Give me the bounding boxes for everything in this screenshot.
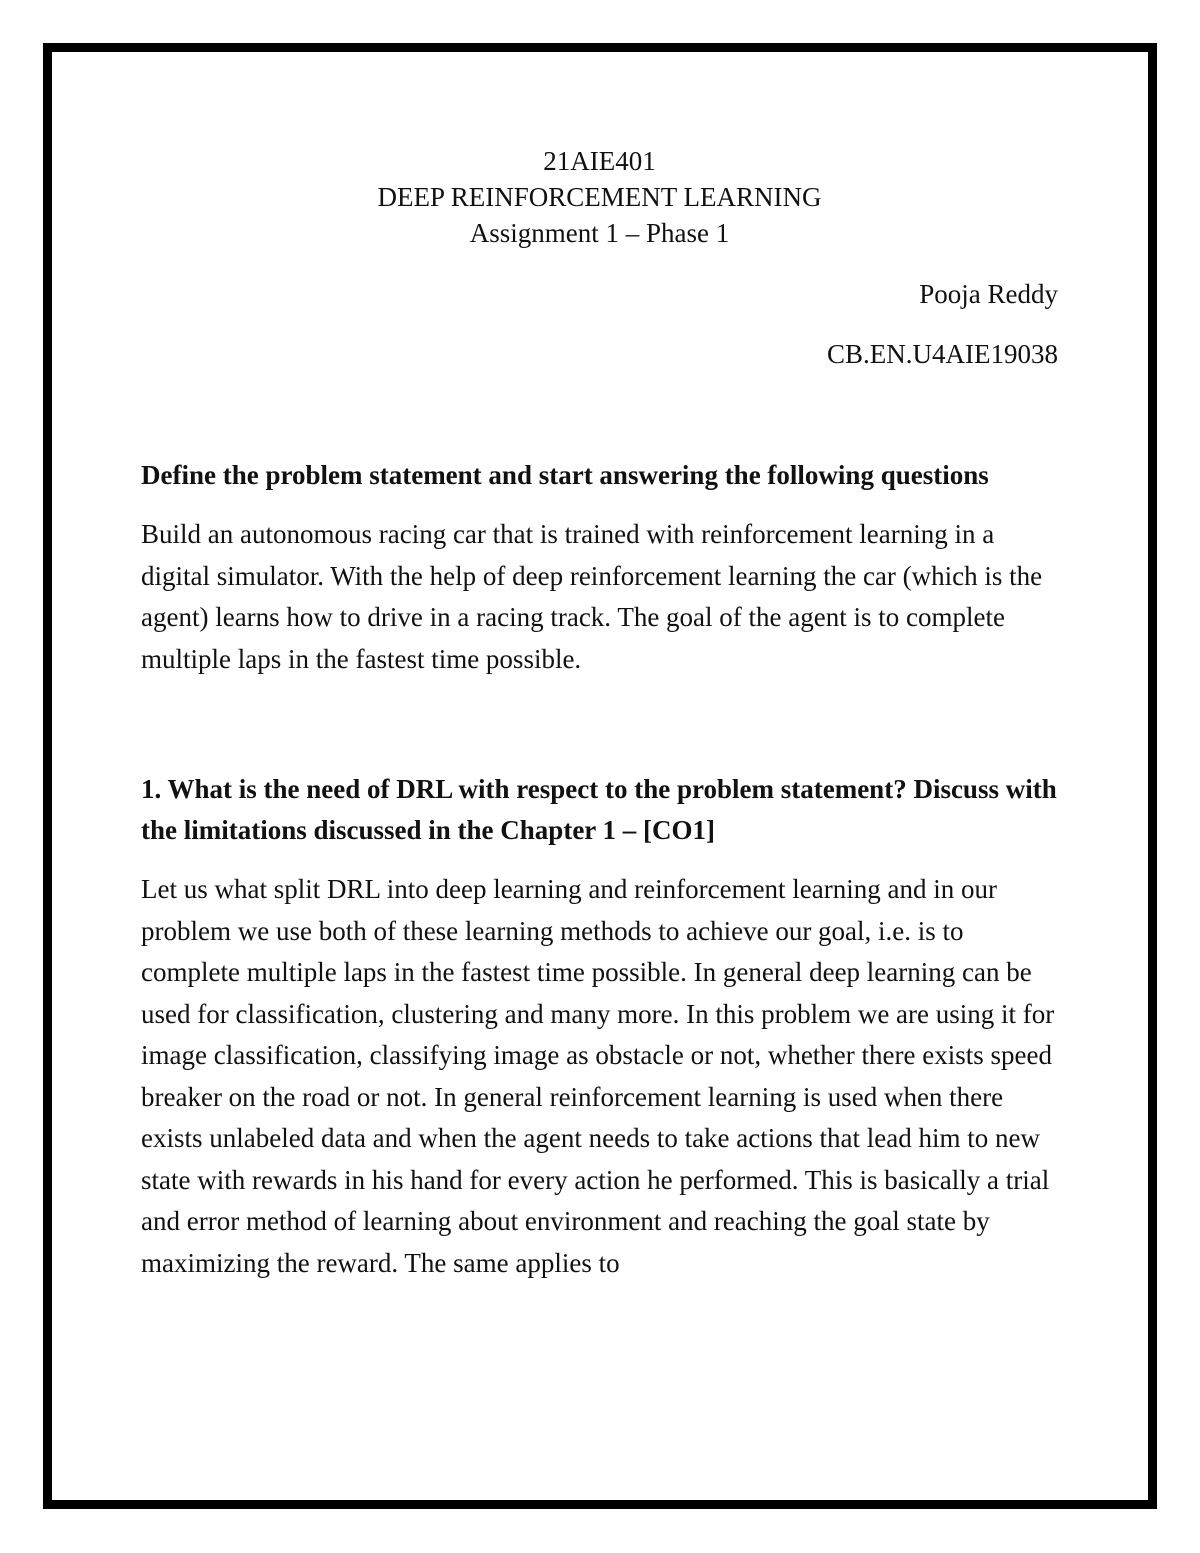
- document-content: [141, 143, 1058, 1284]
- course-title: DEEP REINFORCEMENT LEARNING: [377, 182, 822, 212]
- problem-statement-text: Build an autonomous racing car that is trained with reinforcement learning in a digital simulator. With the help of deep reinforcement learning the car (which is the agent) learns how to drive in a racing track. The goal of the agent is to complete multiple laps in the fastest time possible.: [141, 519, 1043, 674]
- course-code: 21AIE401: [543, 146, 656, 176]
- author-name: Pooja Reddy: [919, 279, 1058, 309]
- question-1-answer: Let us what split DRL into deep learning and reinforcement learning and in our problem we use both of these learning methods to achieve our goal, i.e. is to complete multiple laps in the fastest time possible. In general deep learning can be used for classification, clustering and many more. In this problem we are using it for image classification, classifying image as obstacle or not, whether there exists speed breaker on the road or not. In general reinforcement learning is used when there exists unlabeled data and when the agent needs to take actions that lead him to new state with rewards in his hand for every action he performed. This is basically a trial and error method of learning about environment and reaching the goal state by maximizing the reward. The same applies to: [141, 874, 1055, 1278]
- title-block: [141, 143, 1058, 251]
- roll-number: CB.EN.U4AIE19038: [827, 339, 1058, 369]
- question-1-heading: 1. What is the need of DRL with respect to the problem statement? Discuss with the limitations discussed in the Chapter 1 – [CO1]: [141, 774, 1057, 845]
- assignment-title: Assignment 1 – Phase 1: [469, 218, 730, 248]
- problem-statement-heading: Define the problem statement and start answering the following questions: [141, 460, 989, 490]
